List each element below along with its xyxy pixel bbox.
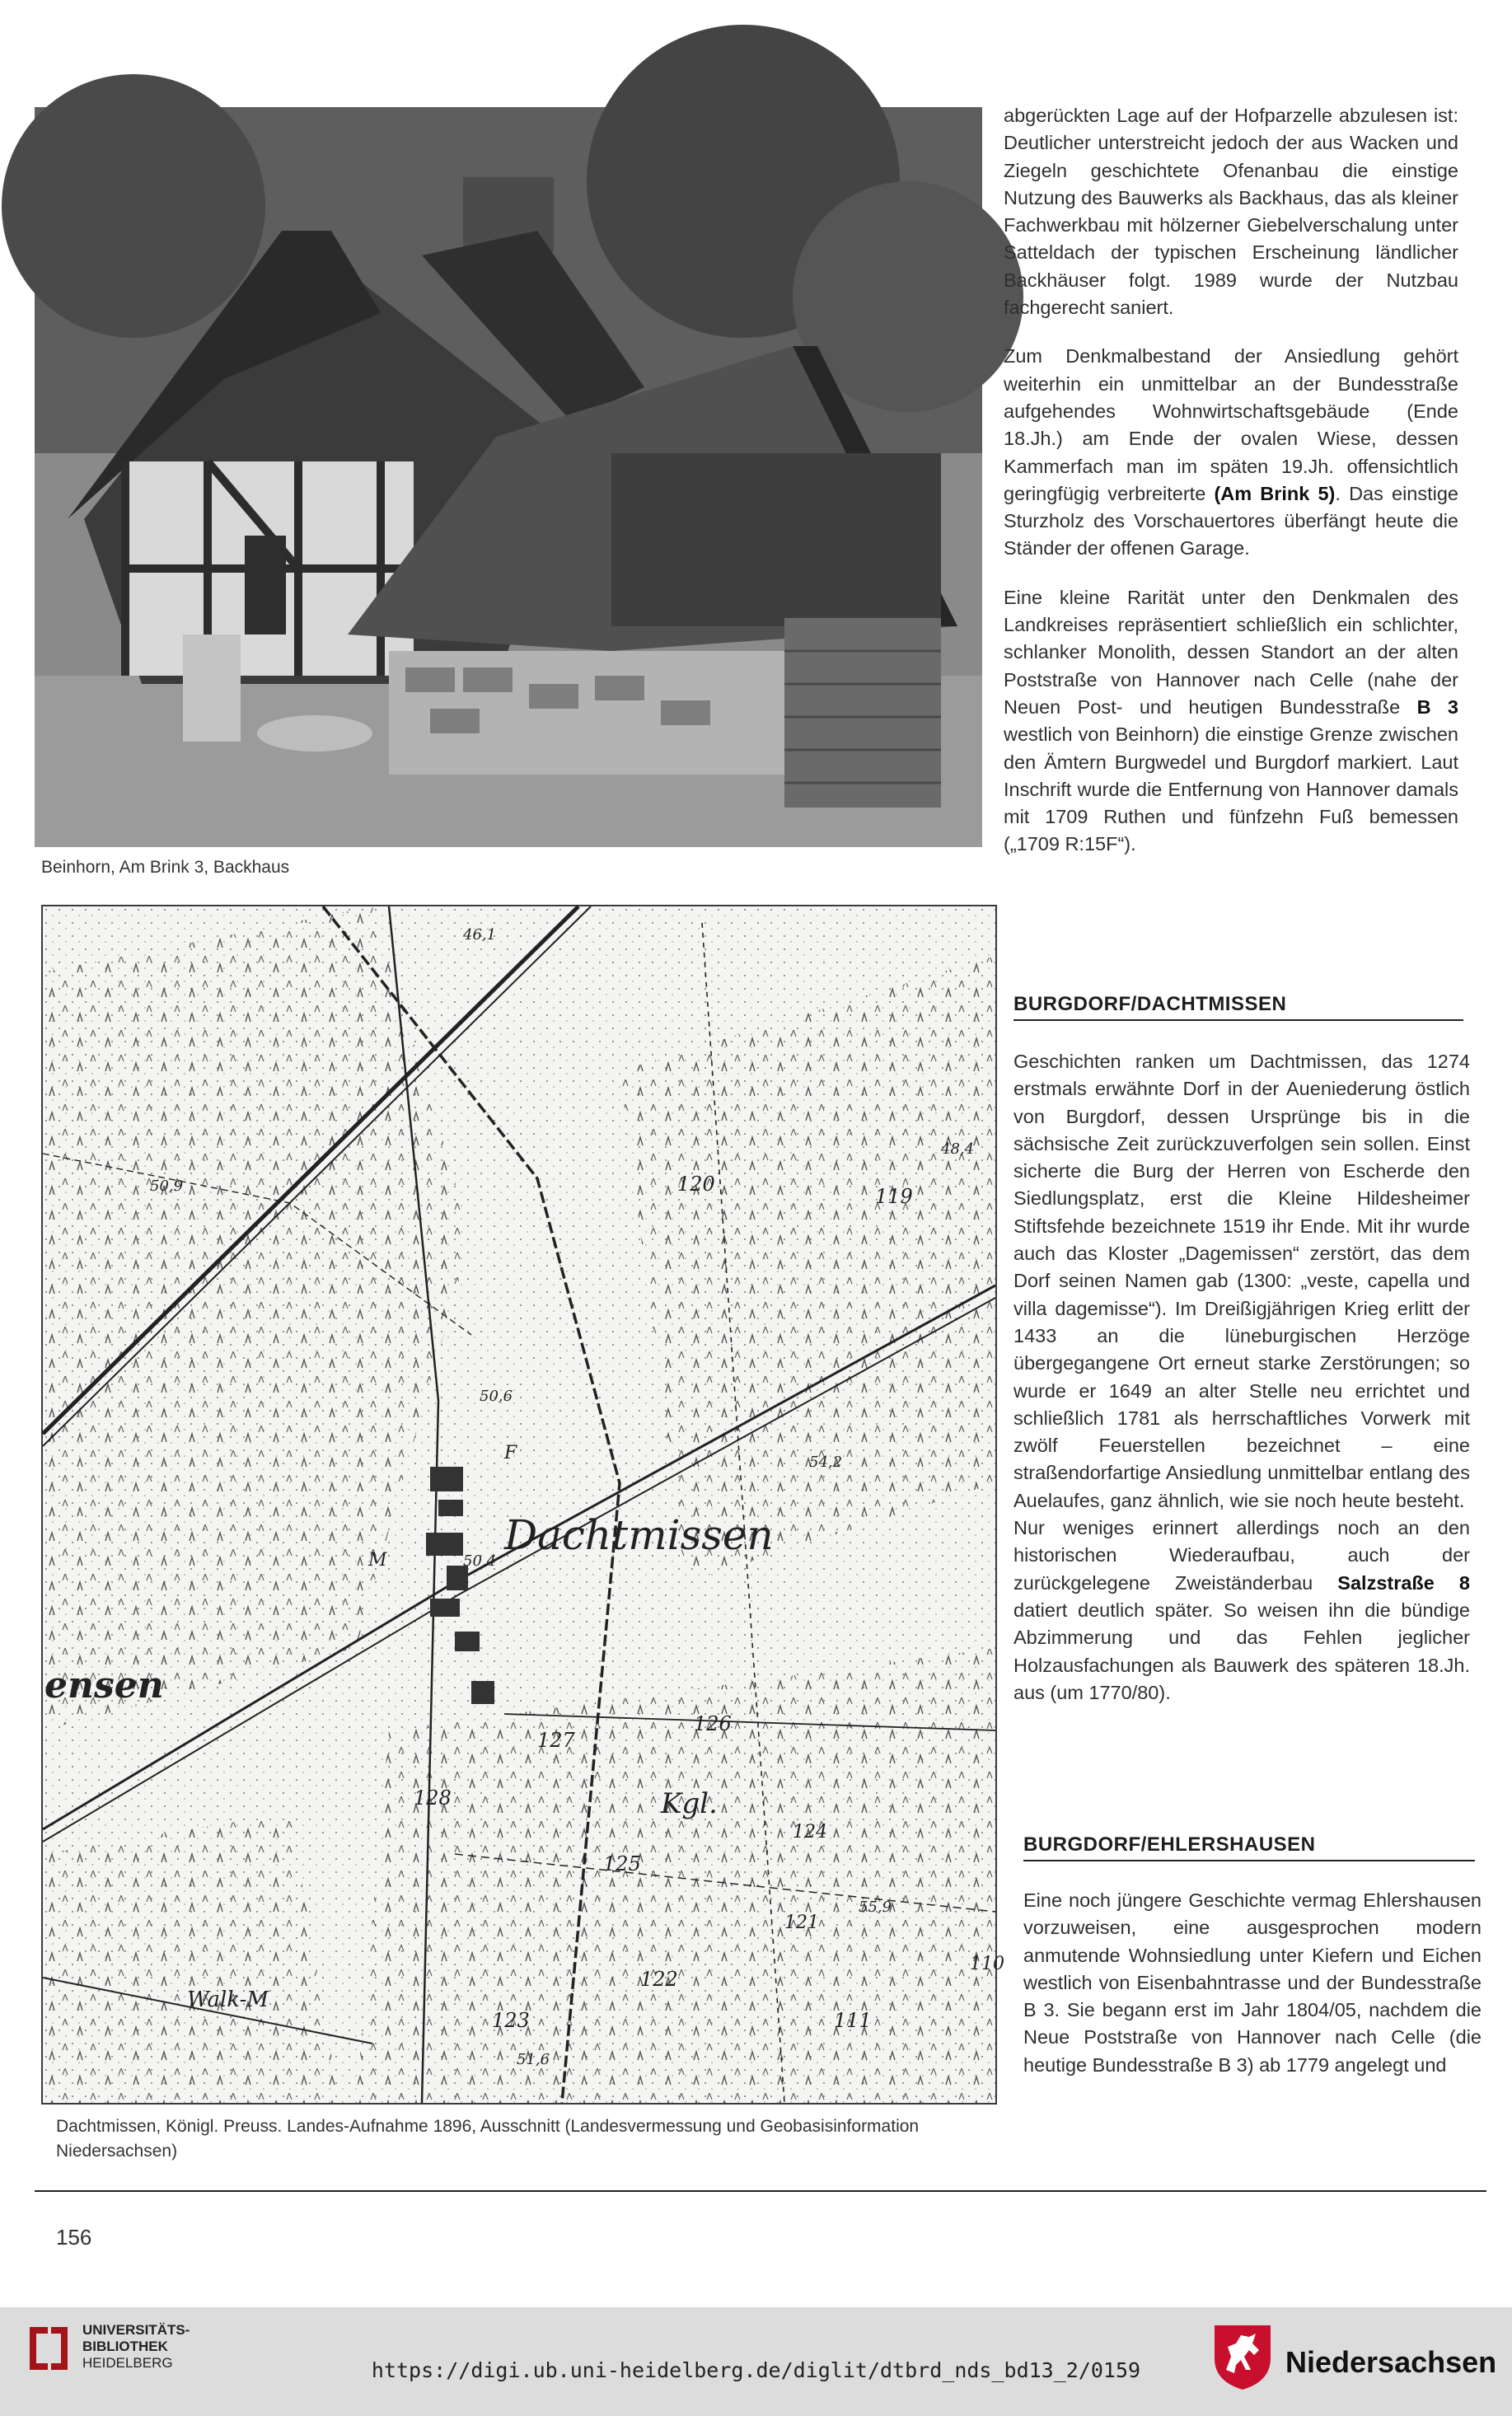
lower-saxony-coat-of-arms-icon	[1211, 2322, 1274, 2391]
map-label: 111	[834, 2009, 872, 2032]
backhaus-photo-illustration	[35, 107, 982, 847]
map-label: ensen	[44, 1665, 164, 1707]
section-heading-dachtmissen: BURGDORF/DACHTMISSEN	[1013, 993, 1463, 1021]
paragraph: Nur weniges erinnert allerdings noch an den historischen Wiederaufbau, auch der zurückgelegene Zweiständerbau Salzstraße 8 datiert deutlich später. So weisen ihn die bündige Abzimmerung und das Fehlen jeglicher Holzausfachungen als Bauwerk des späteren 18.Jh. aus (um 1770/80).	[1013, 1517, 1470, 1703]
address-highlight: (Am Brink 5)	[1214, 482, 1336, 504]
source-url-link[interactable]: https://digi.ub.uni-heidelberg.de/diglit/dtbrd_nds_bd13_2/0159	[371, 2358, 1141, 2382]
map-label: 119	[875, 1185, 913, 1208]
map-label: 120	[677, 1173, 715, 1196]
paragraph: abgerückten Lage auf der Hofparzelle abzulesen ist: Deutlicher unterstreicht jedoch der aus Wacken und Ziegeln geschichtete Ofenanbau die einstige Nutzung des Bauwerks als Backhaus, das als kleiner Fachwerkbau mit hölzerner Giebelverschalung unter Satteldach der typischen Erscheinung ländlicher Backhäuser folgt. 1989 wurde der Nutzbau fachgerecht saniert.	[1004, 105, 1458, 319]
map-caption: Dachtmissen, Königl. Preuss. Landes-Aufnahme 1896, Ausschnitt (Landesvermessung und Geobasisinformation Niedersachsen)	[56, 2117, 920, 2161]
state-name: Niedersachsen	[1285, 2345, 1497, 2379]
footer-rule	[35, 2190, 1486, 2192]
map-label: 122	[640, 1968, 678, 1991]
university-library-name: UNIVERSITÄTS- BIBLIOTHEK HEIDELBERG	[82, 2322, 190, 2371]
map-place-label: Dachtmissen	[504, 1511, 774, 1559]
map-label: 50,4	[463, 1552, 497, 1570]
map-label: 46,1	[463, 926, 497, 943]
photo-caption: Beinhorn, Am Brink 3, Backhaus	[41, 858, 290, 877]
map-label: 50,9	[150, 1178, 184, 1195]
section-heading-ehlershausen: BURGDORF/EHLERSHAUSEN	[1023, 1833, 1475, 1861]
text-block-dachtmissen	[1013, 1048, 1470, 1728]
map-label: 125	[603, 1852, 641, 1875]
text-block-upper	[1004, 102, 1458, 880]
address-highlight: Salzstraße 8	[1337, 1571, 1470, 1594]
map-label: 121	[784, 1913, 819, 1933]
map-label: 126	[694, 1712, 732, 1735]
map-label: 50,6	[480, 1388, 513, 1405]
text-block-ehlershausen	[1023, 1887, 1482, 2079]
map-label: 55,9	[859, 1899, 892, 1916]
map-label: 128	[414, 1786, 452, 1810]
map-label: 54,2	[809, 1454, 843, 1471]
paragraph: Zum Denkmalbestand der Ansiedlung gehört weiterhin ein unmittelbar an der Bundesstraße aufgehendes Wohnwirtschaftsgebäude (Ende 18.Jh.) am Ende der ovalen Wiese, dessen Kammerfach man im späten 19.Jh. offensichtlich geringfügig verbreiterte (Am Brink 5). Das einstige Sturzholz des Vorschauertores überfängt heute die Ständer der offenen Garage.	[1004, 345, 1458, 560]
historical-map	[41, 905, 1004, 2105]
map-label: 110	[970, 1954, 1004, 1974]
map-label: Kgl.	[661, 1787, 718, 1820]
paragraph: Geschichten ranken um Dachtmissen, das 1274 erstmals erwähnte Dorf in der Aueniederung östlich von Burgdorf, dessen Ursprünge bis in die sächsische Zeit zurückzuverfolgen sein sollen. Einst sicherte die Burg der Herren von Escherde den Siedlungsplatz, erst die Kleine Hildesheimer Stiftsfehde bezeichnete 1519 ihr Ende. Mit ihr wurde auch das Kloster „Dagemissen“ zerstört, das dem Dorf seinen Namen gab (1300: „veste, capella und villa dagemisse“). Im Dreißigjährigen Krieg erlitt der 1433 an die lüneburgischen Herzöge übergegangene Ort erneut starke Zerstörungen; so wurde er 1649 an alter Stelle neu errichtet und schließlich 1781 als herrschaftliches Vorwerk mit zwölf Feuerstellen bezeichnet – eine straßendorfartige Ansiedlung unmittelbar entlang des Auelaufes, ganz ähnlich, wie sie noch heute besteht.	[1013, 1051, 1470, 1511]
paragraph: Eine kleine Rarität unter den Denkmalen des Landkreises repräsentiert schließlich ein schlichter, schlanker Monolith, dessen Standort an der alten Poststraße von Hannover nach Celle (nahe der Neuen Post- und heutigen Bundesstraße B 3 westlich von Beinhorn) die einstige Grenze zwischen den Ämtern Burgwedel und Burgdorf markiert. Laut Inschrift wurde die Entfernung von Hannover damals mit 1709 Ruthen und fünfzehn Fuß bemessen („1709 R:15F“).	[1004, 586, 1458, 855]
map-illustration	[43, 906, 1004, 2103]
paragraph: Eine noch jüngere Geschichte vermag Ehlershausen vorzuweisen, eine ausgesprochen modern anmutende Wohnsiedlung unter Kiefern und Eichen westlich von Eisenbahntrasse und der Bundesstraße B 3. Sie begann erst im Jahr 1804/05, nachdem die Neue Poststraße von Hannover nach Celle (die heutige Bundesstraße B 3) ab 1779 angelegt und	[1023, 1889, 1482, 2076]
map-label: 51,6	[517, 2051, 550, 2068]
map-label: 124	[793, 1822, 827, 1842]
map-label: F	[504, 1443, 517, 1463]
map-label: 127	[537, 1729, 575, 1752]
page-number: 156	[56, 2225, 92, 2250]
map-label: Walk-M	[187, 1988, 269, 2012]
map-label: 123	[492, 2009, 530, 2032]
map-label: M	[368, 1550, 387, 1571]
backhaus-photo	[35, 107, 982, 847]
road-highlight: B 3	[1416, 695, 1458, 718]
map-label: 48,4	[941, 1140, 975, 1158]
